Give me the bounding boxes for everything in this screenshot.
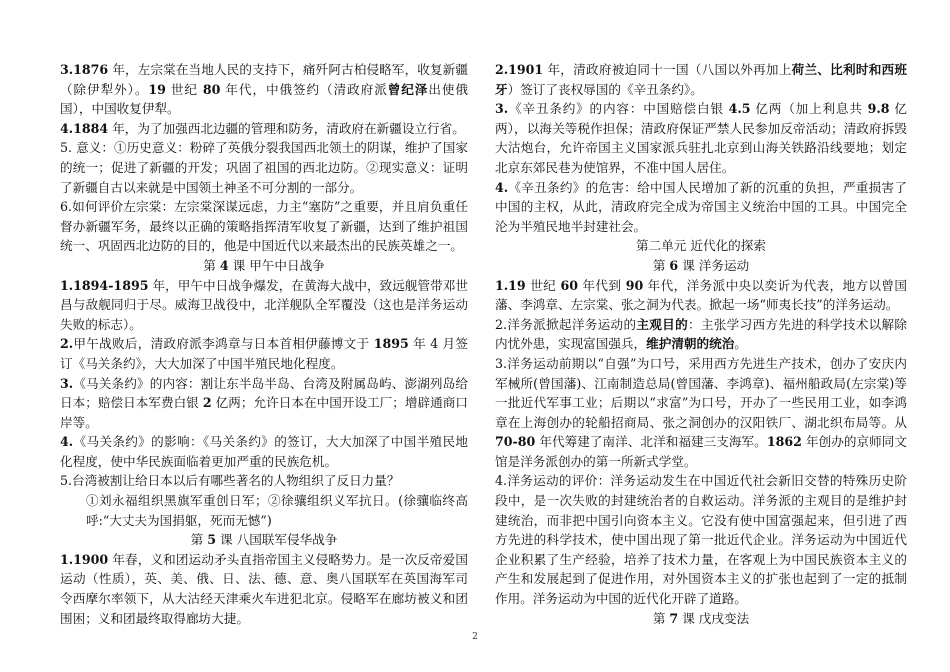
section-heading — [60, 256, 468, 276]
text-run: 3.洋务运动前期以“自强”为口号，采用西方先进生产技术，创办了安庆内军械所(曾国藩)、江南制造总局(曾国藩、李鸿章)、福州船政局(左宗棠)等一批近代军事工业；后期以“求富”为口号，开办了一些民用工业，如李鸿章在上海创办的轮船招商局、张之洞创办的汉阳铁厂、湖北织布局等。从 — [495, 355, 907, 430]
bold-text: 4. — [495, 179, 509, 195]
paragraph — [60, 119, 468, 139]
bold-text: 1.19 — [495, 277, 526, 293]
text-run: 亿两；允许日本在中国开设工厂；增辟通商口岸等。 — [60, 395, 468, 430]
paragraph — [60, 334, 468, 373]
bold-text: 2.1901 — [495, 62, 544, 77]
text-run: ：主张学习西方先进的科学技术以解除内忧外患，实现富国强兵， — [495, 316, 907, 352]
bold-text: 曾纪泽 — [387, 81, 429, 97]
bold-text: 2 — [202, 395, 212, 411]
paragraph — [60, 374, 468, 433]
bold-text: 4.5 — [728, 101, 751, 117]
bold-text: 维护清朝的统治 — [646, 336, 735, 352]
text-run: 课 戊戌变法 — [678, 610, 750, 626]
text-run: 第 — [652, 610, 670, 626]
bold-text: 80 — [202, 81, 221, 97]
paragraph — [495, 315, 907, 354]
section-heading — [495, 236, 907, 256]
text-run: 年，甲午中日战争爆发，在黄海大战中，致远舰管带邓世昌与敌舰同归于尽。威海卫战役中，北洋舰队全军覆没（这也是洋务运动失败的标志）。 — [60, 277, 468, 332]
text-run: 世纪 — [165, 81, 203, 97]
bold-text: 主观目的 — [636, 316, 688, 332]
text-run: 亿两（加上利息共 — [750, 101, 868, 117]
bold-text: 4.1884 — [60, 120, 109, 136]
text-run: 年 4 月签订《马关条约》，大大加深了中国半殖民地化程度。 — [60, 336, 468, 371]
bold-text: 4 — [219, 257, 229, 273]
section-heading — [60, 530, 468, 550]
bold-text: 90 — [625, 277, 644, 293]
bold-text: 1.1900 — [60, 551, 109, 567]
text-run: ）签订了丧权辱国的《辛丑条约》。 — [507, 81, 703, 97]
paragraph — [495, 60, 907, 99]
paragraph — [495, 178, 907, 237]
paragraph — [60, 60, 468, 119]
section-heading — [495, 609, 907, 629]
text-run: 年，为了加强西北边疆的管理和防务，清政府在新疆设立行省。 — [108, 120, 465, 136]
paragraph — [60, 138, 468, 197]
bold-text: 3.1876 — [60, 62, 109, 77]
text-run: 第 — [203, 257, 220, 273]
text-run: 年，左宗棠在当地人民的支持下，痛歼阿古柏侵略军，收复新疆（除伊犁外）。 — [60, 62, 468, 97]
text-run: 2.洋务派掀起洋务运动的 — [495, 316, 637, 332]
text-run: 年代筹建了南洋、北洋和福建三支海军。 — [535, 434, 767, 450]
paragraph — [60, 550, 468, 628]
text-run: 年代到 — [577, 277, 626, 293]
page-number: 2 — [472, 632, 478, 642]
text-run: 第 — [190, 532, 208, 548]
text-run: 《辛丑条约》的危害：给中国人民增加了新的沉重的负担，严重损害了中国的主权，从此，清政府完全成为帝国主义统治中国的工具。中国完全沦为半殖民地半封建社会。 — [495, 179, 907, 234]
bold-text: 60 — [560, 277, 578, 293]
left-column — [60, 60, 468, 628]
paragraph — [495, 354, 907, 472]
text-run: 亿两），以海关等税作担保；清政府保证严禁人民参加反帝活动；清政府拆毁大沽炮台，允许帝国主义国家派兵驻扎北京到山海关铁路沿线要地；划定北京东郊民巷为使馆界，不准中国人居住。 — [495, 101, 907, 175]
text-run: 年创办的京师同文馆是洋务派创办的第一所新式学堂。 — [495, 434, 907, 469]
text-run: 课 甲午中日战争 — [228, 257, 325, 273]
paragraph — [495, 276, 907, 315]
paragraph — [60, 471, 468, 491]
bold-text: 7 — [669, 610, 679, 626]
text-run: 4.洋务运动的评价：洋务运动发生在中国近代社会新旧交替的特殊历史阶段中，是一次失败的封建统治者的自救运动。洋务派的主观目的是维护封建统治，而非把中国引向资本主义。它没有使中国富强起来，但引进了西方先进的科学技术，使中国出现了第一批近代企业。洋务运动为中国近代企业积累了生产经验，培养了技术力量，在客观上为中国民族资本主义的产生和发展起到了促进作用，对外国资本主义的扩张也起到了一定的抵制作用。洋务运动为中国的近代化开辟了道路。 — [495, 473, 907, 607]
paragraph — [495, 471, 907, 608]
text-run: 课 八国联军侵华战争 — [216, 532, 338, 548]
text-run: 第二单元 近代化的探索 — [636, 238, 766, 254]
bold-text: 3. — [495, 101, 509, 117]
text-run: 年代，中俄签约（清政府派 — [220, 81, 388, 97]
text-run: 《辛丑条约》的内容：中国赔偿白银 — [508, 101, 729, 117]
bold-text: 1862 — [766, 434, 802, 450]
text-run: 年代，洋务派中央以奕䜣为代表，地方以曾国藩、李鸿章、左宗棠、张之洞为代表。掀起一场“师夷长技”的洋务运动。 — [495, 277, 907, 313]
text-run: 课 洋务运动 — [678, 257, 750, 273]
text-run: 甲午战败后，清政府派李鸿章与日本首相伊藤博文于 — [73, 336, 374, 352]
text-run: 世纪 — [525, 277, 561, 293]
bold-text: 19 — [148, 81, 166, 97]
section-heading — [495, 256, 907, 276]
text-run: 第 — [652, 257, 670, 273]
text-run: ①刘永福组织黑旗军重创日军；②徐骧组织义军抗日。(徐骧临终高呼:“大丈夫为国捐躯，死而无憾”) — [86, 493, 468, 528]
bold-text: 1895 — [373, 336, 409, 352]
bold-text: 4. — [60, 434, 74, 450]
paragraph — [60, 276, 468, 335]
bold-text: 9.8 — [867, 101, 890, 117]
text-run: 5.台湾被割让给日本以后有哪些著名的人物组织了反日力量？ — [60, 473, 400, 489]
text-run: 。 — [734, 336, 747, 352]
text-run: 《马关条约》的内容：割让东半岛半岛、台湾及附属岛屿、澎湖列岛给日本；赔偿日本军费白银 — [60, 375, 468, 411]
text-run: 《马关条约》的影响：《马关条约》的签订，大大加深了中国半殖民地化程度，使中华民族面临着更加严重的民族危机。 — [60, 434, 468, 469]
bold-text: 5 — [207, 532, 216, 548]
text-run: 年春，义和团运动矛头直指帝国主义侵略势力。是一次反帝爱国运动（性质），英、美、俄、日、法、德、意、奥八国联军在英国海军司令西摩尔率领下，从大沽经天津乘火车进犯北京。侵略军在廊坊被义和团围困；义和团最终取得廊坊大捷。 — [60, 551, 468, 626]
paragraph — [60, 432, 468, 471]
bold-text: 6 — [669, 257, 679, 273]
bold-text: 1.1894-1895 — [60, 277, 149, 293]
right-column — [495, 60, 907, 628]
text-run: 出使俄国），中国收复伊犁。 — [60, 81, 468, 117]
paragraph — [60, 491, 468, 530]
bold-text: 2. — [60, 336, 74, 352]
text-run: 年，清政府被迫同十一国（八国以外再加上 — [543, 62, 792, 77]
paragraph — [495, 99, 907, 177]
paragraph — [60, 197, 468, 256]
text-run: 6.如何评价左宗棠：左宗棠深谋远虑，力主“塞防”之重要，并且肩负重任督办新疆军务，最终以正确的策略指挥清军收复了新疆，达到了维护祖国统一、巩固西北边防的目的，他是中国近代以来最杰出的民族英雄之一。 — [60, 199, 468, 254]
text-run: 5. 意义：①历史意义：粉碎了英俄分裂我国西北领土的阴谋，维护了国家的统一；促进了新疆的开发；巩固了祖国的西北边防。②现实意义：证明了新疆自古以来就是中国领土神圣不可分割的一部分。 — [60, 140, 468, 195]
bold-text: 70-80 — [495, 434, 536, 450]
bold-text: 荷兰、比利时和西班牙 — [495, 62, 907, 97]
bold-text: 3. — [60, 375, 74, 391]
